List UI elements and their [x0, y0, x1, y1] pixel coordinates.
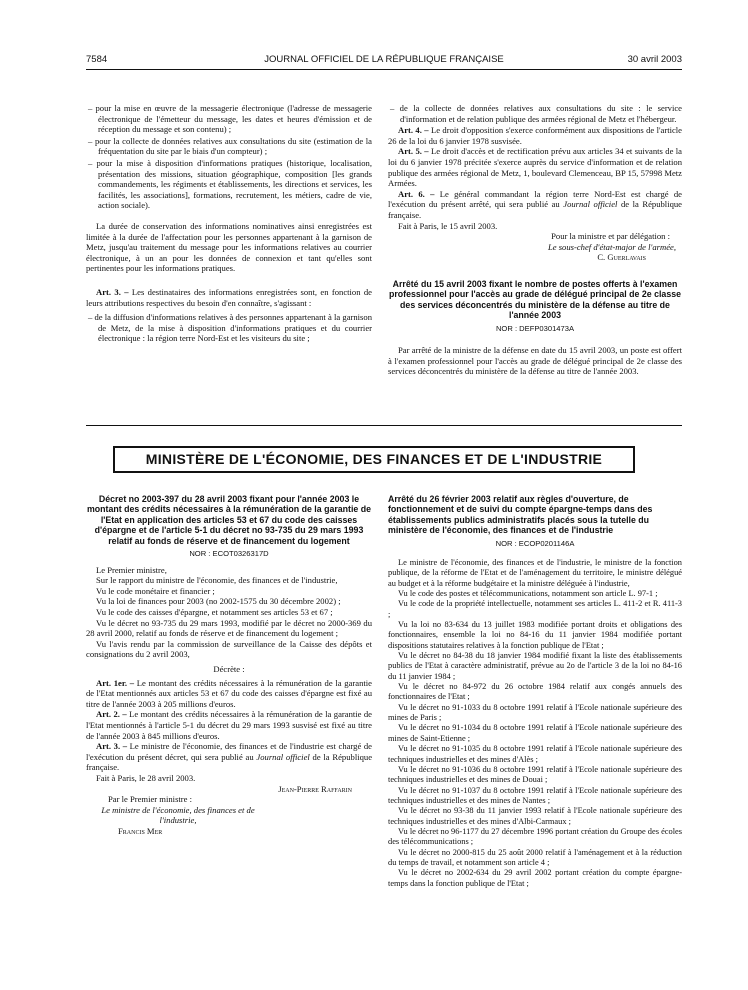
paragraph: Vu le décret no 96-1177 du 27 décembre 1996 portant création du Groupe des écoles des télécommunications ; — [388, 826, 682, 847]
nor-reference: NOR : ECOT0326317D — [189, 549, 269, 559]
article-4: Art. 4. – Le droit d'opposition s'exerce conformément aux dispositions de l'article 26 de la loi du 6 janvier 1978 susvisée. — [388, 125, 682, 146]
nor-reference: NOR : ECOP0201146A — [495, 538, 575, 548]
paragraph: Vu la loi no 83-634 du 13 juillet 1983 modifiée portant droits et obligations des fonctionnaires, ensemble la loi no 84-16 du 11 janvier 1984 modifiée portant dispositions statutaires relatives à la fonction publique de l'Etat ; — [388, 620, 682, 650]
paragraph: Le Premier ministre, — [96, 564, 167, 575]
page-header — [86, 54, 682, 68]
arrete-title: Arrêté du 26 février 2003 relatif aux règles d'ouverture, de fonctionnement et de suivi du compte épargne-temps dans des établissements publics administratifs placés sous la tutelle du ministère de l'économie, des finances et de l'industrie — [388, 494, 653, 536]
paragraph: Vu le code des caisses d'épargne, et notamment ses articles 53 et 67 ; — [96, 607, 333, 617]
decret-title: Décret no 2003-397 du 28 avril 2003 fixant pour l'année 2003 le montant des crédits nécessaires à la rémunération de la garantie de l'Etat en application des articles 53 et 67 du code des caisses d'épargne et de l'article 5-1 du décret no 93-735 du 29 mars 1993 relatif au fonds de réserve et de financement du logement — [86, 494, 372, 546]
paragraph: Vu le décret no 93-38 du 11 janvier 1993 relatif à l'Ecole nationale supérieure des techniques industrielles et des mines d'Albi-Carmaux ; — [388, 806, 682, 826]
paragraph: Vu le décret no 91-1035 du 8 octobre 1991 relatif à l'Ecole nationale supérieure des techniques industrielles et des mines d'Alès ; — [388, 744, 682, 764]
paragraph: Vu le code des postes et télécommunications, notamment son article L. 97-1 ; — [398, 589, 658, 598]
list-item: – de la diffusion d'informations relatives à des personnes appartenant à la garnison de Metz, de la mise à disposition d'informations pratiques et du courrier électronique : la région terre Nord-Est et les visiteurs du site ; — [88, 312, 372, 344]
paragraph: Vu le code monétaire et financier ; — [96, 585, 215, 596]
article-1: Art. 1er. – Le montant des crédits nécessaires à la rémunération de la garantie de l'Etat mentionnés aux articles 53 et 67 du code des caisses d'épargne est fixé au titre de l'année 2003 à 205 millions d'euros. — [86, 677, 372, 709]
article-5: Art. 5. – Le droit d'accès et de rectification prévu aux articles 34 et suivants de la loi du 6 janvier 1978 précitée s'exerce auprès du service d'information et de relation publique des armées régional de Metz, 1, boulevard Clemenceau, BP 15, 57998 Metz Armées. — [388, 146, 682, 189]
arrete-body: Par arrêté de la ministre de la défense en date du 15 avril 2003, un poste est offert à l'examen professionnel pour l'accès au grade de délégué principal de 2e classe des services déconcentrés du ministère de la défense au titre de l'année 2003. — [388, 345, 682, 377]
decret-column — [86, 494, 372, 836]
fait-a-paris: Fait à Paris, le 28 avril 2003. — [96, 772, 196, 783]
list-item: – de la collecte de données relatives aux consultations du site : le service d'information et de relation publique des armées régional de Metz et l'hébergeur. — [390, 103, 682, 124]
fait-a-paris: Fait à Paris, le 15 avril 2003. — [398, 220, 498, 231]
signatory: C. Guerlavais — [597, 252, 646, 263]
paragraph: Vu le décret no 91-1033 du 8 octobre 1991 relatif à l'Ecole nationale supérieure des mines de Paris ; — [388, 702, 682, 723]
section-rule — [86, 425, 682, 426]
list-item: – pour la mise à disposition d'informations pratiques (historique, localisation, présentation des missions, situation géographique, composition [les grands commandements, les régiments et établissements, les directions et services, les facilités, les associations], formations, recrutement, les métiers, cadre de vie, action sociale). — [88, 157, 372, 211]
paragraph: Vu le décret no 91-1034 du 8 octobre 1991 relatif à l'Ecole nationale supérieure des mines de Saint-Etienne ; — [388, 723, 682, 743]
decrete-label: Décrète : — [213, 663, 245, 674]
ministre-line: Le ministre de l'économie, des finances et de l'industrie, — [101, 804, 255, 826]
paragraph: Le ministre de l'économie, des finances et de l'industrie, le ministre de la fonction publique, de la réforme de l'Etat et de l'aménagement du territoire, le ministre délégué au budget et à la réforme budgétaire et la ministre déléguée à l'industrie, — [388, 557, 682, 588]
paragraph: Sur le rapport du ministre de l'économie, des finances et de l'industrie, — [96, 575, 338, 586]
paragraph: Vu le décret no 2002-634 du 29 avril 2002 portant création du compte épargne-temps dans la fonction publique de l'Etat ; — [388, 868, 682, 888]
paragraph: Vu le décret no 84-38 du 18 janvier 1984 modifié fixant la liste des établissements publics de l'Etat à caractère administratif, prévue au 2o de l'article 3 de la loi no 84-16 du 11 janvier 1984 ; — [388, 651, 682, 681]
nor-reference: NOR : DEFP0301473A — [495, 323, 575, 333]
arrete-column — [388, 494, 682, 889]
paragraph: Vu l'avis rendu par la commission de surveillance de la Caisse des dépôts et consignations du 2 avril 2003, — [86, 638, 372, 660]
arrete-title: Arrêté du 15 avril 2003 fixant le nombre de postes offerts à l'examen professionnel pour l'accès au grade de délégué principal de 2e classe des services déconcentrés du ministère de la défense au titre de l'année 2003 — [388, 278, 681, 321]
paragraph: Vu le décret no 91-1036 du 8 octobre 1991 relatif à l'Ecole nationale supérieure des techniques industrielles et des mines de Douai ; — [388, 764, 682, 785]
paragraph-duree: La durée de conservation des informations nominatives ainsi enregistrées est limitée à la durée de l'affectation pour les personnes appartenant à la garnison de Metz, jusqu'au traitement du message pour les informations relatives au courrier électronique, à un an pour les données de connexion et tant qu'elles sont pertinentes pour les informations pratiques. — [86, 220, 372, 274]
top-left-column — [86, 103, 372, 345]
top-right-column — [388, 103, 682, 377]
paragraph: Vu la loi de finances pour 2003 (no 2002-1575 du 30 décembre 2002) ; — [96, 596, 341, 607]
paragraph: Vu le décret no 84-972 du 26 octobre 1984 relatif aux congés annuels des fonctionnaires de l'Etat ; — [388, 682, 682, 702]
par-premier-ministre: Par le Premier ministre : — [108, 794, 193, 805]
paragraph: Vu le code de la propriété intellectuelle, notamment ses articles L. 411-2 et R. 411-3 ; — [388, 599, 682, 619]
signatory: Francis Mer — [118, 825, 163, 836]
article-3: Art. 3. – Les destinataires des informations enregistrées sont, en fonction de leurs attributions respectives du besoin d'en connaître, s'agissant : — [86, 286, 372, 308]
issue-date: 30 avril 2003 — [627, 54, 682, 65]
page-number: 7584 — [86, 54, 108, 65]
sous-chef-line: Le sous-chef d'état-major de l'armée, — [547, 241, 676, 252]
paragraph: Vu le décret no 93-735 du 29 mars 1993, modifié par le décret no 2000-369 du 28 avril 2000, relatif au fonds de réserve et de financement du logement ; — [86, 617, 372, 639]
list-item: – pour la mise en œuvre de la messagerie électronique (l'adresse de messagerie électronique de l'émetteur du message, les dates et heures d'émission et de réception du message et son contenu) ; — [88, 103, 372, 135]
header-rule — [86, 69, 682, 70]
article-6: Art. 6. – Le général commandant la région terre Nord-Est est chargé de l'exécution du présent arrêté, qui sera publié au Journal officiel de la République française. — [388, 188, 682, 220]
signatory: Jean-Pierre Raffarin — [278, 783, 352, 794]
article-3: Art. 3. – Le ministre de l'économie, des finances et de l'industrie est chargé de l'exécution du présent décret, qui sera publié au Journal officiel de la République française. — [86, 741, 373, 773]
ministry-banner — [113, 446, 635, 473]
paragraph: Vu le décret no 91-1037 du 8 octobre 1991 relatif à l'Ecole nationale supérieure des techniques industrielles et des mines de Nantes ; — [388, 785, 682, 805]
delegation-line: Pour la ministre et par délégation : — [551, 231, 670, 242]
ministry-title: MINISTÈRE DE L'ÉCONOMIE, DES FINANCES ET DE L'INDUSTRIE — [145, 451, 603, 467]
article-2: Art. 2. – Le montant des crédits nécessaires à la rémunération de la garantie de l'Etat mentionnés à l'article 5-1 du décret du 29 mars 1993 susvisé est fixé au titre de l'année 2003 à 845 millions d'euros. — [86, 709, 372, 741]
journal-title: JOURNAL OFFICIEL DE LA RÉPUBLIQUE FRANÇAISE — [264, 54, 504, 65]
paragraph: Vu le décret no 2000-815 du 25 août 2000 relatif à l'aménagement et à la réduction du temps de travail, et notamment son article 4 ; — [388, 847, 682, 867]
list-item: – pour la collecte de données relatives aux consultations du site (estimation de la fréquentation du site par le biais d'un compteur) ; — [88, 135, 372, 157]
